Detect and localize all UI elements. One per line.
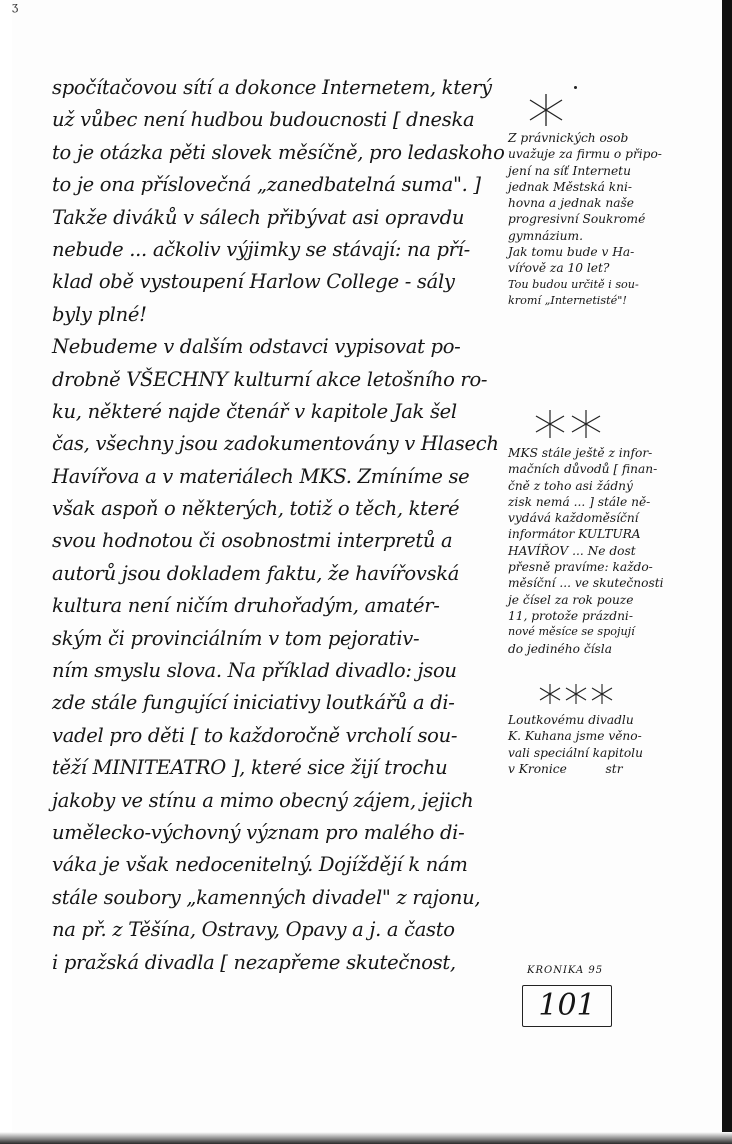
note-line: K. Kuhana jsme věno- [508, 729, 642, 744]
note-line: přesně pravíme: každo- [508, 560, 653, 575]
text-line: kultura není ničím druhořadým, amatér- [52, 594, 440, 618]
text-line: umělecko-výchovný význam pro malého di- [52, 820, 465, 844]
note-line: nové měsíce se spojují [508, 625, 635, 639]
text-line: Nebudeme v dalším odstavci vypisovat po- [52, 335, 461, 359]
text-line: byly plné! [52, 302, 147, 326]
text-line: autorů jsou dokladem faktu, že havířovská [52, 561, 460, 585]
text-line: ským či provinciálním v tom pejorativ- [52, 626, 420, 650]
text-line: však aspoň o některých, totiž o těch, které [52, 497, 460, 521]
note-line: je čísel za rok pouze [508, 592, 634, 607]
note-line: vydává každoměsíční [508, 511, 639, 526]
scan-edge-bottom [0, 1132, 732, 1144]
text-line: nebude ... ačkoliv výjimky se stávají: na pří- [52, 237, 470, 261]
text-line: Havířova a v materiálech MKS. Zmíníme se [52, 464, 470, 488]
text-line: těží MINITEATRO ], které sice žijí trochu [52, 756, 448, 780]
text-line: už vůbec není hudbou budoucnosti [ dneska [52, 108, 475, 132]
text-line: stále soubory „kamenných divadel" z rajonu, [52, 885, 481, 909]
note-line: jení na síť Internetu [508, 163, 631, 178]
page-number: 101 [522, 985, 612, 1027]
side-note-internet [508, 130, 698, 309]
note-line: Z právnických osob [508, 131, 629, 145]
asterisk-mark-triple [536, 682, 616, 706]
text-line: ním smyslu slova. Na příklad divadlo: jsou [52, 659, 457, 683]
text-line: čas, všechny jsou zadokumentovány v Hlasech [52, 432, 499, 456]
note-line: informátor KULTURA [508, 527, 641, 542]
corner-mark: ʒ [12, 0, 19, 13]
note-line: MKS stále ještě z infor- [508, 446, 653, 460]
note-line: mačních důvodů [ finan- [508, 462, 658, 477]
text-line: na př. z Těšína, Ostravy, Opavy a j. a často [52, 918, 455, 942]
note-line: čně z toho asi žádný [508, 478, 633, 493]
note-line: progresivní Soukromé [508, 212, 646, 227]
note-line: uvažuje za firmu o připo- [508, 147, 662, 162]
asterisk-mark-double [532, 408, 606, 440]
scan-edge [722, 0, 732, 1144]
note-line: Tou budou určitě i sou- [508, 277, 639, 291]
note-line: Loutkovému divadlu [508, 713, 634, 727]
note-line: do jediného čísla [508, 641, 612, 656]
text-line: jakoby ve stínu a mimo obecný zájem, jejich [52, 788, 474, 812]
chronicle-label: KRONIKA 95 [527, 965, 604, 976]
note-line: vali speciální kapitolu [508, 745, 643, 760]
note-line: gymnázium. [508, 228, 583, 243]
main-text-column [52, 72, 505, 979]
text-line: drobně VŠECHNY kulturní akce letošního ro- [52, 367, 488, 391]
note-line: v Kronice str [508, 761, 623, 776]
asterisk-icon [530, 94, 562, 126]
note-line: víŕově za 10 let? [508, 261, 610, 276]
text-line: svou hodnotou či osobnostmi interpretů a [52, 529, 453, 553]
text-line: vadel pro děti [ to každoročně vrcholí sou- [52, 723, 458, 747]
note-line: 11, protože prázdni- [508, 608, 633, 623]
stray-dot [574, 86, 577, 89]
asterisk-icon [536, 410, 600, 438]
text-line: zde stále fungující iniciativy loutkářů a di- [52, 691, 455, 715]
note-line: Jak tomu bude v Ha- [508, 245, 635, 260]
note-line: HAVÍŘOV ... Ne dost [508, 543, 636, 558]
note-line: měsíční ... ve skutečnosti [508, 576, 664, 591]
side-note-mks [508, 445, 698, 657]
text-line: ku, některé najde čtenář v kapitole Jak šel [52, 399, 457, 423]
note-line: hovna a jednak naše [508, 196, 634, 211]
text-line: váka je však nedocenitelný. Dojíždějí k nám [52, 853, 468, 877]
text-line: i pražská divadla [ nezapřeme skutečnost, [52, 950, 456, 974]
side-note-puppet-theatre [508, 712, 698, 777]
asterisk-icon [540, 684, 612, 704]
note-line: kromí „Internetisté"! [508, 293, 627, 307]
text-line: Takže diváků v sálech přibývat asi opravdu [52, 205, 465, 229]
text-line: klad obě vystoupení Harlow College - sály [52, 270, 455, 294]
text-line: to je otázka pěti slovek měsíčně, pro ledaskoho [52, 140, 505, 164]
document-page [12, 0, 722, 1132]
note-line: zisk nemá ... ] stále ně- [508, 494, 651, 509]
text-line: spočítačovou sítí a dokonce Internetem, který [52, 76, 492, 99]
note-line: jednak Městská kni- [508, 179, 633, 194]
text-line: to je ona příslovečná „zanedbatelná suma". ] [52, 173, 481, 197]
asterisk-mark-single [524, 92, 568, 128]
